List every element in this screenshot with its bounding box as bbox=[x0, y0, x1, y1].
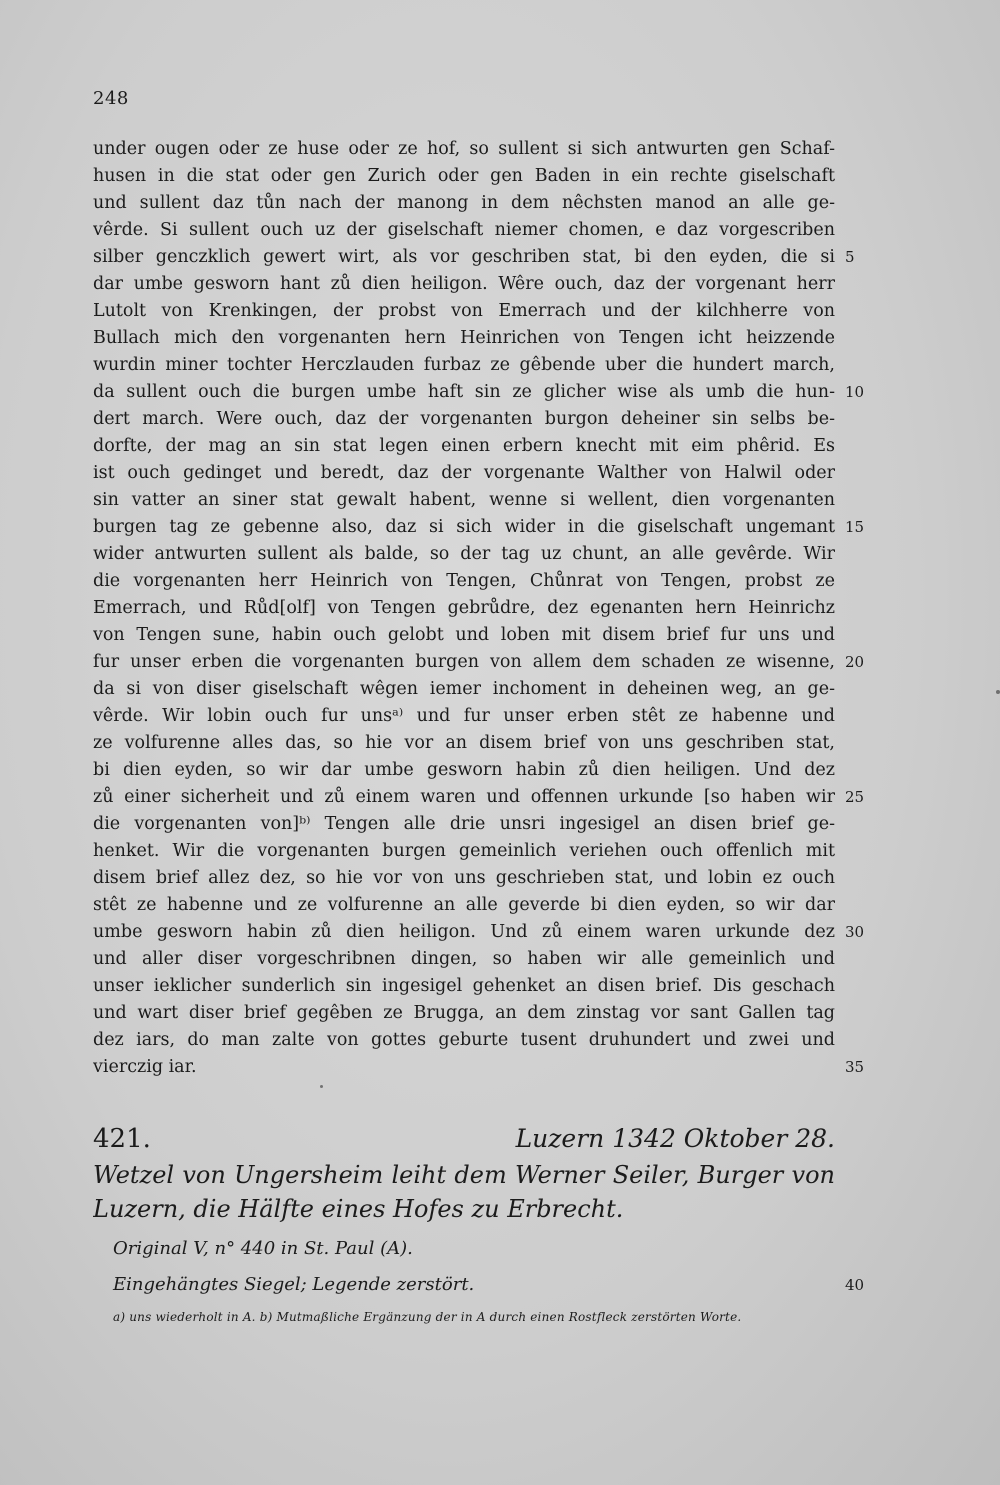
document-summary-line: Luzern, die Hälfte eines Hofes zu Erbrecht. bbox=[93, 1195, 624, 1223]
text-line: silber genczklich gewert wirt, als vor geschriben stat, bi den eyden, die si bbox=[93, 247, 835, 267]
text-line: umbe gesworn habin zů dien heiligon. Und zů einem waren urkunde dez bbox=[93, 922, 835, 942]
line-number: 5 bbox=[845, 248, 855, 266]
text-line: wurdin miner tochter Herczlauden furbaz ze gêbende uber die hundert march, bbox=[93, 355, 835, 375]
text-line: bi dien eyden, so wir dar umbe gesworn habin zů dien heiligen. Und dez bbox=[93, 760, 835, 780]
text-line: unser ieklicher sunderlich sin ingesigel gehenket an disen brief. Dis geschach bbox=[93, 976, 835, 996]
text-line: husen in die stat oder gen Zurich oder gen Baden in ein rechte giselschaft bbox=[93, 166, 835, 186]
text-line: Lutolt von Krenkingen, der probst von Emerrach und der kilchherre von bbox=[93, 301, 835, 321]
text-line: dert march. Were ouch, daz der vorgenanten burgon deheiner sin selbs be- bbox=[93, 409, 835, 429]
line-number: 40 bbox=[845, 1276, 865, 1294]
source-reference: Original V, n° 440 in St. Paul (A). bbox=[113, 1238, 413, 1259]
text-line: stêt ze habenne und ze volfurenne an alle geverde bi dien eyden, so wir dar bbox=[93, 895, 835, 915]
text-line: da si von diser giselschaft wêgen iemer inchoment in deheinen weg, an ge- bbox=[93, 679, 835, 699]
text-line: ist ouch gedinget und beredt, daz der vorgenante Walther von Halwil oder bbox=[93, 463, 835, 483]
text-line: Bullach mich den vorgenanten hern Heinrichen von Tengen icht heizzende bbox=[93, 328, 835, 348]
text-line: Emerrach, und Růd[olf] von Tengen gebrůdre, dez egenanten hern Heinrichz bbox=[93, 598, 835, 618]
line-number: 15 bbox=[845, 518, 865, 536]
text-line: und wart diser brief gegêben ze Brugga, an dem zinstag vor sant Gallen tag bbox=[93, 1003, 835, 1023]
text-line: sin vatter an siner stat gewalt habent, wenne si wellent, dien vorgenanten bbox=[93, 490, 835, 510]
line-number: 25 bbox=[845, 788, 865, 806]
line-number: 35 bbox=[845, 1058, 865, 1076]
text-line: dorfte, der mag an sin stat legen einen erbern knecht mit eim phêrid. Es bbox=[93, 436, 835, 456]
text-line: vierczig iar. bbox=[93, 1057, 197, 1077]
text-line: und sullent daz tůn nach der manong in dem nêchsten manod an alle ge- bbox=[93, 193, 835, 213]
text-line: wider antwurten sullent als balde, so der tag uz chunt, an alle gevêrde. Wir bbox=[93, 544, 835, 564]
text-line: von Tengen sune, habin ouch gelobt und loben mit disem brief fur uns und bbox=[93, 625, 835, 645]
line-number: 30 bbox=[845, 923, 865, 941]
text-line: und aller diser vorgeschribnen dingen, so haben wir alle gemeinlich und bbox=[93, 949, 835, 969]
text-line: henket. Wir die vorgenanten burgen gemeinlich veriehen ouch offenlich mit bbox=[93, 841, 835, 861]
text-line: die vorgenanten von]ᵇ⁾ Tengen alle drie unsri ingesigel an disen brief ge- bbox=[93, 814, 835, 834]
text-line: burgen tag ze gebenne also, daz si sich wider in die giselschaft ungemant bbox=[93, 517, 835, 537]
line-number: 20 bbox=[845, 653, 865, 671]
document-summary-line: Wetzel von Ungersheim leiht dem Werner Seiler, Burger von bbox=[93, 1161, 835, 1189]
text-line: da sullent ouch die burgen umbe haft sin ze glicher wise als umb die hun- bbox=[93, 382, 835, 402]
text-line: zů einer sicherheit und zů einem waren und offennen urkunde [so haben wir bbox=[93, 787, 835, 807]
text-line: vêrde. Si sullent ouch uz der giselschaft niemer chomen, e daz vorgescriben bbox=[93, 220, 835, 240]
text-line: ze volfurenne alles das, so hie vor an disem brief von uns geschriben stat, bbox=[93, 733, 835, 753]
text-line: disem brief allez dez, so hie vor von uns geschrieben stat, und lobin ez ouch bbox=[93, 868, 835, 888]
paper-speck bbox=[996, 690, 1000, 694]
text-line: dar umbe gesworn hant zů dien heiligon. Wêre ouch, daz der vorgenant herr bbox=[93, 274, 835, 294]
paper-speck bbox=[320, 1085, 323, 1088]
text-line: dez iars, do man zalte von gottes geburte tusent druhundert und zwei und bbox=[93, 1030, 835, 1050]
page-number: 248 bbox=[93, 88, 129, 109]
footnotes: a) uns wiederholt in A. b) Mutmaßliche Ergänzung der in A durch einen Rostfleck zerstörten Worte. bbox=[113, 1310, 742, 1324]
document-number: 421. bbox=[93, 1124, 151, 1154]
text-line: die vorgenanten herr Heinrich von Tengen, Chůnrat von Tengen, probst ze bbox=[93, 571, 835, 591]
seal-description: Eingehängtes Siegel; Legende zerstört. bbox=[113, 1274, 475, 1295]
document-date: Luzern 1342 Oktober 28. bbox=[515, 1124, 835, 1153]
text-line: fur unser erben die vorgenanten burgen von allem dem schaden ze wisenne, bbox=[93, 652, 835, 672]
line-number: 10 bbox=[845, 383, 865, 401]
text-line: vêrde. Wir lobin ouch fur unsᵃ⁾ und fur unser erben stêt ze habenne und bbox=[93, 706, 835, 726]
text-line: under ougen oder ze huse oder ze hof, so sullent si sich antwurten gen Schaf- bbox=[93, 139, 835, 159]
